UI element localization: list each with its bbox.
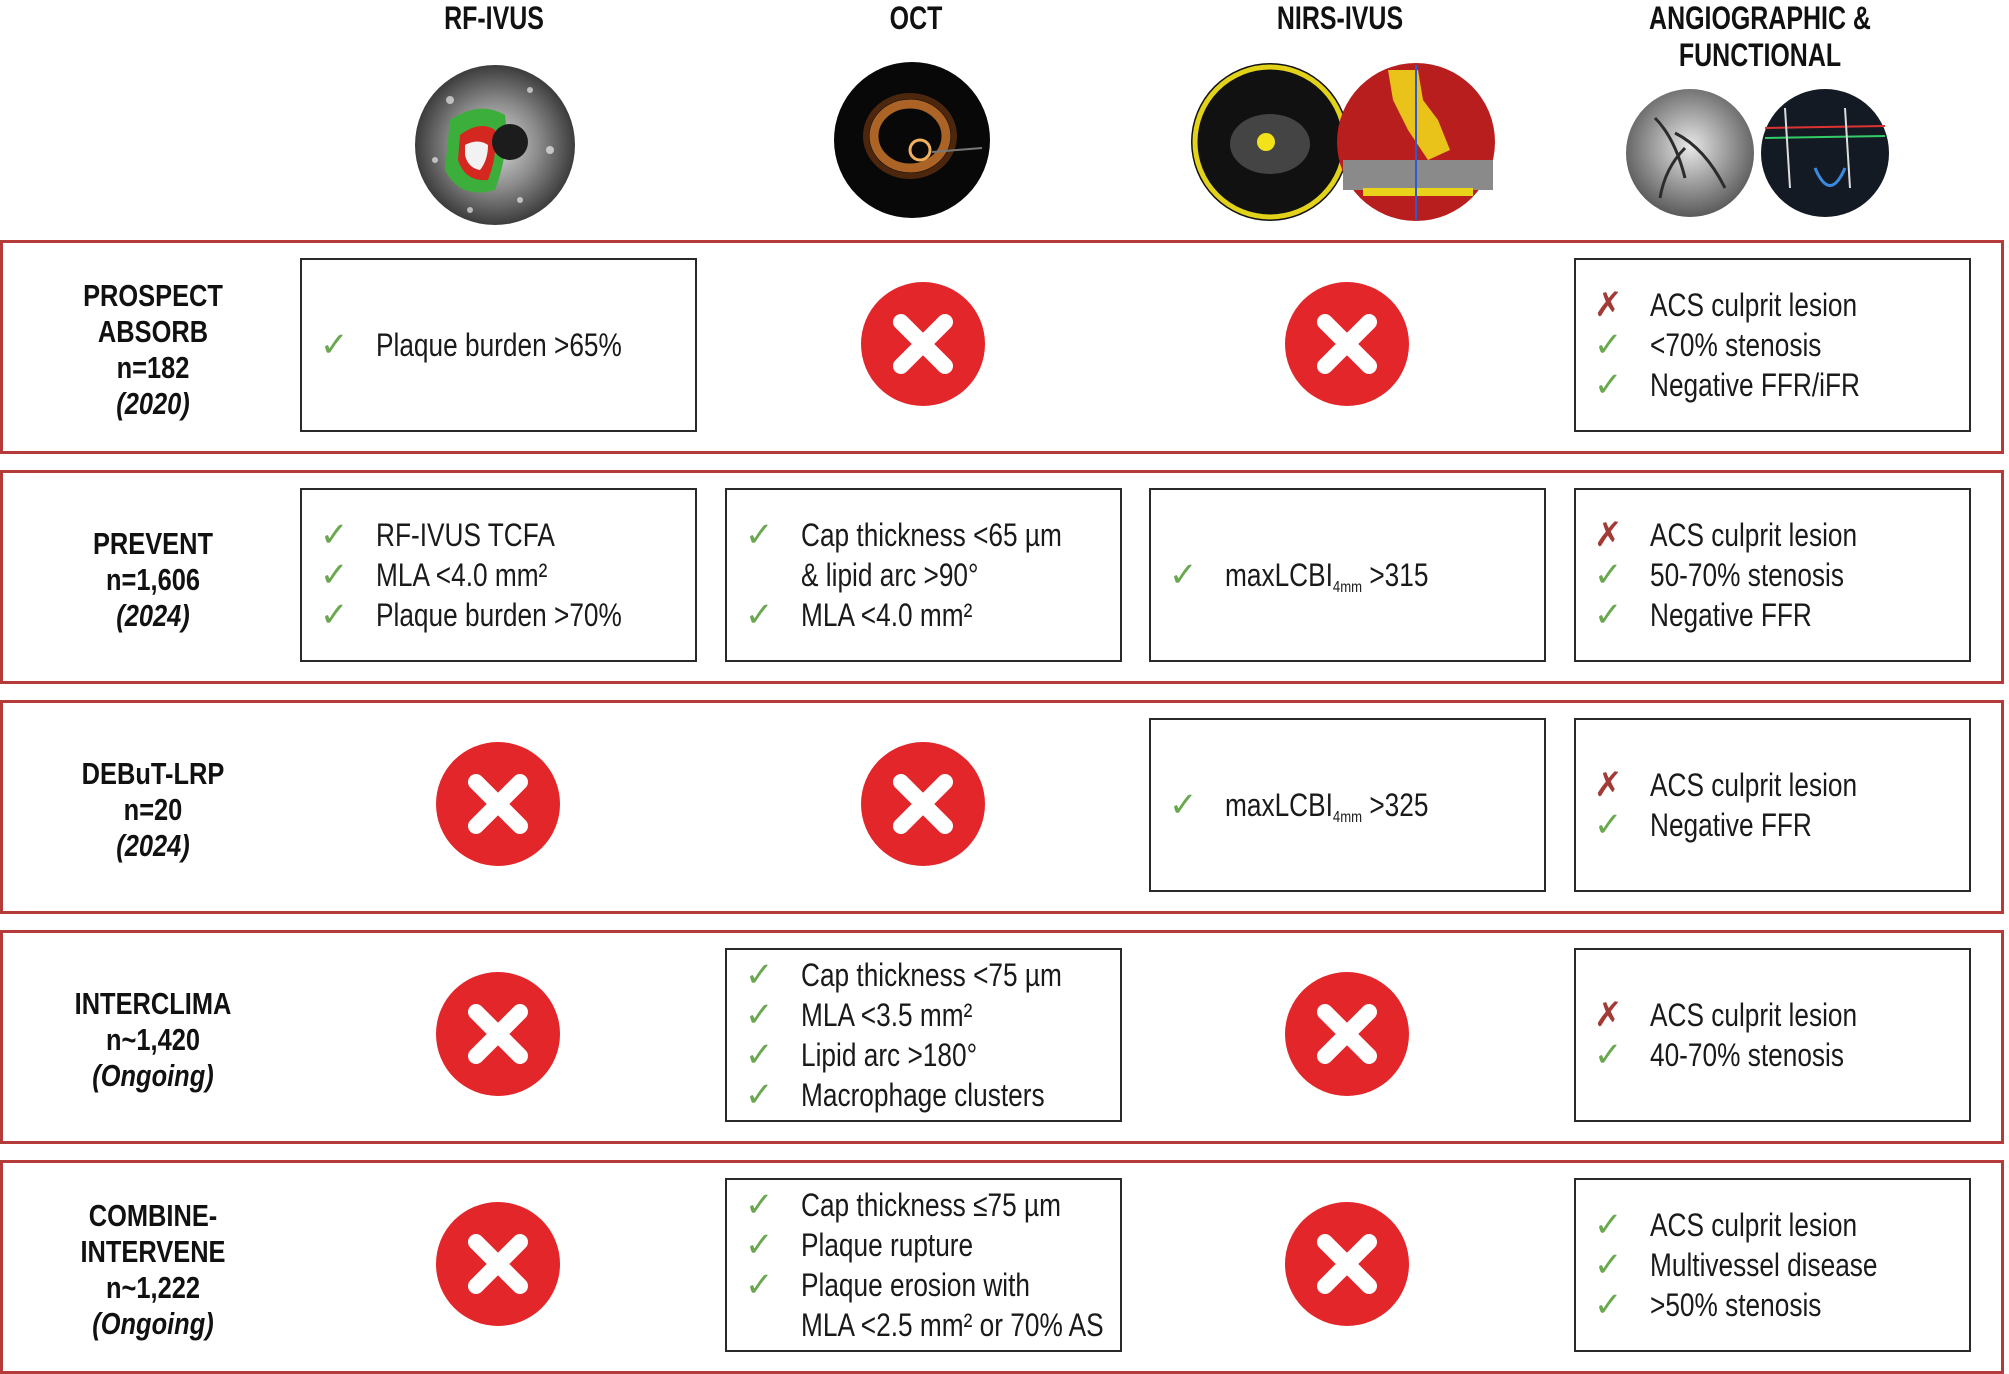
check-mark-icon: ✓	[1594, 556, 1623, 594]
criterion-label: MLA <4.0 mm²	[376, 557, 548, 593]
check-mark-icon: ✓	[1169, 786, 1198, 824]
criterion-label: MLA <4.0 mm²	[801, 597, 973, 633]
criteria-box	[1574, 1178, 1971, 1352]
not-applicable-x-icon	[434, 970, 562, 1098]
check-mark-icon: ✓	[745, 996, 774, 1034]
criterion-label: 50-70% stenosis	[1650, 557, 1844, 593]
criterion-text	[1650, 805, 1812, 845]
check-mark-icon: ✓	[745, 1226, 774, 1264]
criterion-item	[1594, 805, 1847, 845]
check-mark-icon: ✓	[320, 556, 349, 594]
criterion-label: Lipid arc >180°	[801, 1037, 978, 1073]
check-mark-icon: ✓	[745, 1266, 774, 1304]
criterion-label: & lipid arc >90°	[801, 557, 979, 593]
criteria-box	[725, 948, 1122, 1122]
criterion-text	[376, 555, 547, 595]
trial-name: ABSORB	[97, 314, 209, 349]
not-applicable-x-icon	[859, 740, 987, 868]
criterion-item	[1594, 555, 1887, 595]
criterion-item	[1594, 515, 1903, 555]
not-applicable-x-icon	[1283, 280, 1411, 408]
criterion-item	[745, 995, 1010, 1035]
criterion-text	[1650, 555, 1844, 595]
criterion-label: <70% stenosis	[1650, 327, 1822, 363]
criterion-text	[1650, 365, 1860, 405]
check-mark-icon: ✓	[1594, 1246, 1623, 1284]
check-mark-icon: ✓	[745, 1186, 774, 1224]
trial-label	[23, 278, 283, 422]
criterion-text	[1650, 765, 1857, 805]
criterion-label: Negative FFR/iFR	[1650, 367, 1860, 403]
criteria-box	[725, 1178, 1122, 1352]
criterion-item	[1169, 785, 1473, 838]
criterion-label: maxLCBI	[1225, 787, 1333, 823]
criteria-box	[1574, 948, 1971, 1122]
criterion-label: maxLCBI	[1225, 557, 1333, 593]
criterion-text	[1650, 1205, 1857, 1245]
criterion-item	[320, 595, 676, 635]
criterion-item	[1594, 595, 1847, 635]
trial-year: (Ongoing)	[92, 1306, 214, 1341]
criterion-label: Plaque rupture	[801, 1227, 974, 1263]
criterion-subscript: 4mm	[1332, 579, 1363, 596]
trial-name: PROSPECT	[83, 278, 223, 313]
oct-image	[832, 60, 992, 220]
check-mark-icon: ✓	[320, 596, 349, 634]
criterion-text	[801, 1185, 1061, 1225]
criterion-item	[745, 555, 1017, 595]
check-mark-icon: ✓	[1594, 806, 1623, 844]
criteria-box	[300, 488, 697, 662]
criterion-item	[745, 1075, 1098, 1115]
criteria-box	[300, 258, 697, 432]
criterion-label: Cap thickness ≤75 µm	[801, 1187, 1061, 1223]
criterion-threshold: >325	[1362, 787, 1429, 823]
column-header-rf-ivus: RF-IVUS	[444, 0, 544, 36]
trial-sample-size: n=20	[123, 792, 183, 827]
check-mark-icon: ✓	[320, 326, 349, 364]
criterion-text	[1650, 1035, 1844, 1075]
criteria-box	[1574, 718, 1971, 892]
criterion-item	[745, 955, 1119, 995]
trial-label	[23, 526, 283, 634]
not-applicable-x-icon	[434, 1200, 562, 1328]
criterion-text	[801, 555, 979, 595]
criterion-item	[745, 1225, 1011, 1265]
check-mark-icon: ✓	[745, 1076, 774, 1114]
criterion-item	[320, 325, 676, 365]
criterion-item	[1594, 325, 1859, 365]
criterion-text	[376, 515, 555, 555]
trial-sample-size: n~1,420	[106, 1022, 200, 1057]
criterion-text	[801, 995, 972, 1035]
column-header-nirs-ivus: NIRS-IVUS	[1276, 0, 1404, 36]
trial-row	[0, 1160, 2004, 1374]
criterion-text	[801, 1305, 1104, 1345]
criterion-label: MLA <3.5 mm²	[801, 997, 973, 1033]
criterion-item	[745, 595, 1010, 635]
trial-name: INTERVENE	[80, 1234, 226, 1269]
trial-row	[0, 700, 2004, 914]
criterion-text	[801, 1035, 977, 1075]
criterion-label: >50% stenosis	[1650, 1287, 1822, 1323]
rf-ivus-image	[410, 60, 580, 230]
angiographic-functional-images	[1615, 88, 1915, 223]
trial-sample-size: n~1,222	[106, 1270, 200, 1305]
column-header-angiographic-functional: ANGIOGRAPHIC & FUNCTIONAL	[1649, 0, 1871, 73]
check-mark-icon: ✓	[745, 596, 774, 634]
criterion-item	[745, 1305, 1170, 1345]
trial-year: (Ongoing)	[92, 1058, 214, 1093]
trial-year: (2024)	[116, 598, 190, 633]
trial-label	[23, 986, 283, 1094]
criterion-label: Cap thickness <65 µm	[801, 517, 1062, 553]
criterion-label: Negative FFR	[1650, 807, 1812, 843]
cross-mark-icon: ✗	[1594, 286, 1623, 324]
criterion-label: Cap thickness <75 µm	[801, 957, 1062, 993]
trial-row	[0, 240, 2004, 454]
trial-name: COMBINE-	[88, 1198, 218, 1233]
criterion-item	[1594, 995, 1903, 1035]
check-mark-icon: ✓	[745, 1036, 774, 1074]
cross-mark-icon: ✗	[1594, 766, 1623, 804]
criterion-text	[1650, 285, 1857, 325]
criterion-text	[1650, 595, 1812, 635]
check-mark-icon: ✓	[1594, 326, 1623, 364]
criteria-box	[1574, 258, 1971, 432]
criterion-item	[1594, 1245, 1927, 1285]
criterion-label: MLA <2.5 mm² or 70% AS	[801, 1307, 1104, 1343]
criterion-label: ACS culprit lesion	[1650, 1207, 1858, 1243]
criterion-label: Negative FFR	[1650, 597, 1812, 633]
criterion-text	[376, 325, 622, 365]
criterion-label: Plaque erosion with	[801, 1267, 1031, 1303]
criterion-item	[1594, 1035, 1887, 1075]
criterion-item	[745, 515, 1119, 555]
trial-name: DEBuT-LRP	[81, 756, 225, 791]
criterion-subscript: 4mm	[1332, 809, 1363, 826]
check-mark-icon: ✓	[320, 516, 349, 554]
criterion-item	[320, 555, 585, 595]
not-applicable-x-icon	[434, 740, 562, 868]
criterion-text	[801, 595, 972, 635]
criterion-label: Plaque burden >65%	[376, 327, 622, 363]
trial-label	[23, 1198, 283, 1342]
cross-mark-icon: ✗	[1594, 516, 1623, 554]
criterion-text	[801, 1225, 973, 1265]
criterion-text	[801, 515, 1062, 555]
trial-sample-size: n=1,606	[106, 562, 200, 597]
criteria-box	[725, 488, 1122, 662]
trial-name: INTERCLIMA	[74, 986, 232, 1021]
criterion-item	[1594, 1285, 1859, 1325]
criterion-label: 40-70% stenosis	[1650, 1037, 1844, 1073]
criterion-item	[1594, 765, 1903, 805]
criterion-item	[745, 1185, 1118, 1225]
criteria-box	[1149, 488, 1546, 662]
criterion-item	[745, 1265, 1080, 1305]
criterion-label: ACS culprit lesion	[1650, 287, 1858, 323]
trial-row	[0, 930, 2004, 1144]
criterion-item	[1594, 285, 1903, 325]
criterion-text	[1650, 995, 1857, 1035]
criteria-box	[1574, 488, 1971, 662]
criterion-text	[1650, 1245, 1878, 1285]
check-mark-icon: ✓	[1594, 1286, 1623, 1324]
criterion-item	[1169, 555, 1473, 608]
criterion-label: RF-IVUS TCFA	[376, 517, 555, 553]
criterion-label: ACS culprit lesion	[1650, 517, 1858, 553]
check-mark-icon: ✓	[1169, 556, 1198, 594]
criterion-item	[1594, 1205, 1903, 1245]
criterion-text	[1650, 515, 1857, 555]
criterion-text	[1650, 325, 1821, 365]
not-applicable-x-icon	[859, 280, 987, 408]
cross-mark-icon: ✗	[1594, 996, 1623, 1034]
not-applicable-x-icon	[1283, 1200, 1411, 1328]
trial-row	[0, 470, 2004, 684]
criteria-box	[1149, 718, 1546, 892]
trial-year: (2020)	[116, 386, 190, 421]
criterion-item	[320, 515, 594, 555]
nirs-ivus-images	[1188, 60, 1498, 225]
check-mark-icon: ✓	[1594, 366, 1623, 404]
criterion-threshold: >315	[1362, 557, 1429, 593]
criterion-text	[376, 595, 622, 635]
criterion-label: ACS culprit lesion	[1650, 767, 1858, 803]
criterion-text	[1225, 555, 1428, 608]
check-mark-icon: ✓	[1594, 1206, 1623, 1244]
criterion-text	[1650, 1285, 1821, 1325]
criterion-text	[801, 955, 1062, 995]
criterion-label: Multivessel disease	[1650, 1247, 1878, 1283]
criterion-item	[745, 1035, 1016, 1075]
criterion-label: Macrophage clusters	[801, 1077, 1045, 1113]
trial-name: PREVENT	[92, 526, 214, 561]
trial-sample-size: n=182	[116, 350, 190, 385]
trial-label	[23, 756, 283, 864]
criterion-text	[801, 1075, 1045, 1115]
criterion-label: ACS culprit lesion	[1650, 997, 1858, 1033]
trial-year: (2024)	[116, 828, 190, 863]
criterion-text	[1225, 785, 1428, 838]
not-applicable-x-icon	[1283, 970, 1411, 1098]
criterion-label: Plaque burden >70%	[376, 597, 622, 633]
check-mark-icon: ✓	[745, 956, 774, 994]
criterion-item	[1594, 365, 1906, 405]
criterion-text	[801, 1265, 1030, 1305]
check-mark-icon: ✓	[745, 516, 774, 554]
check-mark-icon: ✓	[1594, 596, 1623, 634]
column-header-oct: OCT	[889, 0, 943, 36]
check-mark-icon: ✓	[1594, 1036, 1623, 1074]
